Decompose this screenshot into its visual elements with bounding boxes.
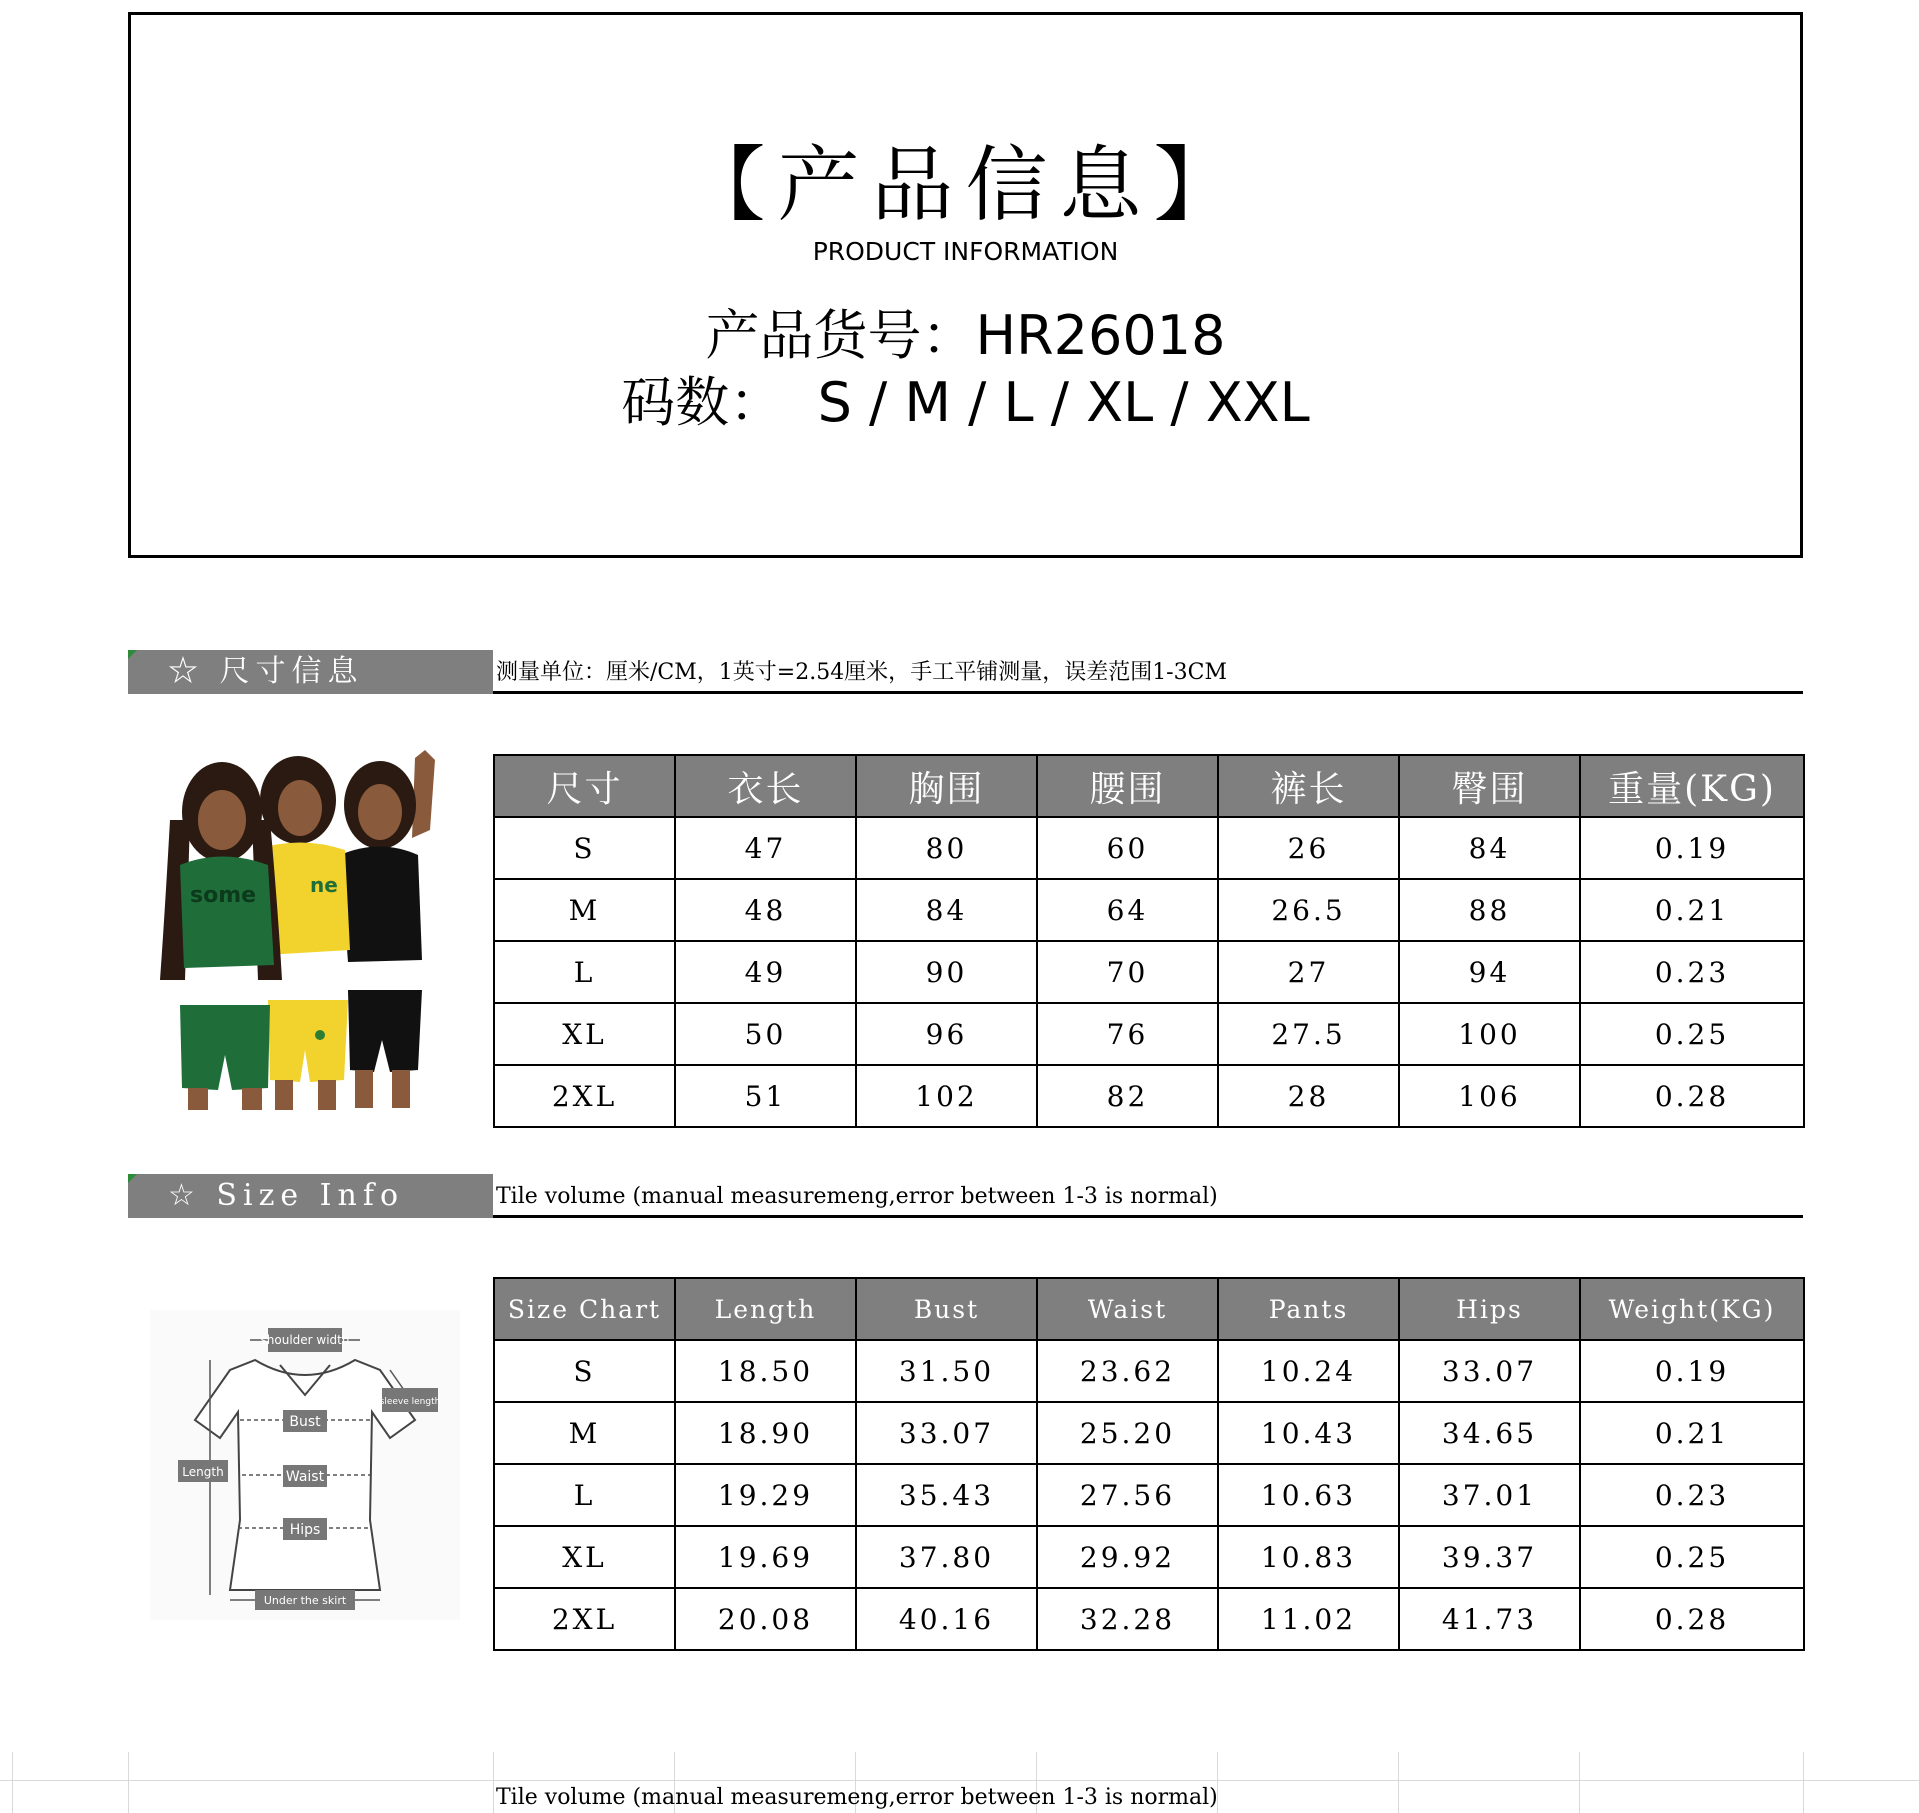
sizes-line	[131, 360, 1800, 437]
table-cell: 35.43	[856, 1464, 1037, 1526]
item-number-line	[131, 293, 1800, 370]
table-cell: 32.28	[1037, 1588, 1218, 1650]
table-cell: 27.56	[1037, 1464, 1218, 1526]
label-bust: Bust	[289, 1414, 321, 1430]
column-header-size: 尺寸	[494, 755, 675, 817]
page-title-en: PRODUCT INFORMATION	[812, 237, 1119, 266]
label-length: Length	[182, 1465, 224, 1479]
table-cell: XL	[494, 1526, 675, 1588]
table-cell: 90	[856, 941, 1037, 1003]
measurement-note-cn: 测量单位：厘米/CM，1英寸=2.54厘米，手工平铺测量，误差范围1-3CM	[496, 660, 1227, 685]
table-cell: 33.07	[1399, 1340, 1580, 1402]
table-cell: 20.08	[675, 1588, 856, 1650]
table-cell: 96	[856, 1003, 1037, 1065]
table-cell: 84	[856, 879, 1037, 941]
column-header-hips: 臀围	[1399, 755, 1580, 817]
table-cell: 31.50	[856, 1340, 1037, 1402]
table-cell: 0.25	[1580, 1003, 1804, 1065]
label-shoulder-width: shoulder width	[260, 1333, 350, 1347]
table-cell: 39.37	[1399, 1526, 1580, 1588]
table-cell: 49	[675, 941, 856, 1003]
product-info-box	[128, 12, 1803, 558]
sizes-value: S / M / L / XL / XXL	[817, 371, 1310, 434]
table-cell: 94	[1399, 941, 1580, 1003]
page-title-cn: 【产品信息】	[683, 138, 1248, 233]
size-table-en	[493, 1277, 1805, 1651]
table-cell: 48	[675, 879, 856, 941]
grid-line	[493, 1752, 494, 1813]
grid-line	[128, 1752, 129, 1813]
table-cell: 19.69	[675, 1526, 856, 1588]
table-cell: 82	[1037, 1065, 1218, 1127]
table-cell: 40.16	[856, 1588, 1037, 1650]
table-cell: 50	[675, 1003, 856, 1065]
table-cell: 27	[1218, 941, 1399, 1003]
table-cell: 34.65	[1399, 1402, 1580, 1464]
grid-line	[1803, 1752, 1804, 1813]
column-header-waist: 腰围	[1037, 755, 1218, 817]
item-number-label: 产品货号：	[705, 304, 976, 367]
section-tag-en-label: ☆ Size Info	[168, 1178, 405, 1213]
table-cell: 0.21	[1580, 879, 1804, 941]
table-row	[494, 1402, 1804, 1464]
green-corner-mark	[128, 1174, 137, 1183]
table-cell: S	[494, 817, 675, 879]
column-header-pants: Pants	[1218, 1278, 1399, 1340]
table-cell: 84	[1399, 817, 1580, 879]
table-cell: 106	[1399, 1065, 1580, 1127]
table-cell: 0.23	[1580, 941, 1804, 1003]
table-cell: 0.19	[1580, 1340, 1804, 1402]
label-hips: Hips	[289, 1522, 321, 1538]
table-cell: 26.5	[1218, 879, 1399, 941]
table-cell: 70	[1037, 941, 1218, 1003]
table-cell: L	[494, 1464, 675, 1526]
table-cell: M	[494, 1402, 675, 1464]
table-row	[494, 941, 1804, 1003]
size-table-cn	[493, 754, 1805, 1128]
label-sleeve-length: sleeve length	[379, 1397, 441, 1407]
column-header-weight: Weight(KG)	[1580, 1278, 1804, 1340]
table-cell: 0.28	[1580, 1065, 1804, 1127]
table-cell: 76	[1037, 1003, 1218, 1065]
table-row	[494, 1065, 1804, 1127]
table-cell: 29.92	[1037, 1526, 1218, 1588]
table-row	[494, 1526, 1804, 1588]
table-cell: 18.90	[675, 1402, 856, 1464]
table-cell: 60	[1037, 817, 1218, 879]
table-cell: 0.19	[1580, 817, 1804, 879]
table-cell: 10.63	[1218, 1464, 1399, 1526]
table-cell: 23.62	[1037, 1340, 1218, 1402]
table-cell: 37.01	[1399, 1464, 1580, 1526]
table-cell: 33.07	[856, 1402, 1037, 1464]
table-cell: 19.29	[675, 1464, 856, 1526]
column-header-pants: 裤长	[1218, 755, 1399, 817]
table-cell: 26	[1218, 817, 1399, 879]
section-tag-cn	[128, 650, 493, 694]
model-photo	[150, 750, 480, 1110]
column-header-bust: Bust	[856, 1278, 1037, 1340]
column-header-bust: 胸围	[856, 755, 1037, 817]
table-cell: 47	[675, 817, 856, 879]
column-header-length: Length	[675, 1278, 856, 1340]
table-row	[494, 1464, 1804, 1526]
table-cell: 27.5	[1218, 1003, 1399, 1065]
measurement-note-en: Tile volume (manual measuremeng,error between 1-3 is normal)	[496, 1184, 1218, 1209]
table-cell: 37.80	[856, 1526, 1037, 1588]
table-cell: 0.21	[1580, 1402, 1804, 1464]
model-black-outfit	[340, 750, 435, 1108]
table-row	[494, 879, 1804, 941]
table-cell: 0.28	[1580, 1588, 1804, 1650]
table-cell: 28	[1218, 1065, 1399, 1127]
table-cell: 0.23	[1580, 1464, 1804, 1526]
table-row	[494, 1340, 1804, 1402]
sizes-label: 码数：	[621, 371, 784, 434]
table-cell: 41.73	[1399, 1588, 1580, 1650]
table-cell: 51	[675, 1065, 856, 1127]
table-cell: 102	[856, 1065, 1037, 1127]
table-row	[494, 1003, 1804, 1065]
label-under-skirt: Under the skirt	[263, 1594, 347, 1607]
table-cell: 2XL	[494, 1588, 675, 1650]
table-cell: 0.25	[1580, 1526, 1804, 1588]
table-header-row	[494, 755, 1804, 817]
table-cell: 2XL	[494, 1065, 675, 1127]
column-header-hips: Hips	[1399, 1278, 1580, 1340]
table-cell: 88	[1399, 879, 1580, 941]
section-tag-cn-label: ☆ 尺寸信息	[168, 654, 364, 689]
section-rule-en	[493, 1215, 1803, 1218]
table-cell: 80	[856, 817, 1037, 879]
table-cell: 25.20	[1037, 1402, 1218, 1464]
table-cell: 18.50	[675, 1340, 856, 1402]
label-waist: Waist	[285, 1469, 325, 1485]
shirt-logo-yellow: ne	[310, 873, 338, 897]
table-cell: 11.02	[1218, 1588, 1399, 1650]
column-header-length: 衣长	[675, 755, 856, 817]
table-row	[494, 1588, 1804, 1650]
table-header-row	[494, 1278, 1804, 1340]
table-cell: M	[494, 879, 675, 941]
table-cell: L	[494, 941, 675, 1003]
table-cell: S	[494, 1340, 675, 1402]
footer-note: Tile volume (manual measuremeng,error between 1-3 is normal)	[496, 1785, 1218, 1810]
table-cell: 10.24	[1218, 1340, 1399, 1402]
section-tag-en	[128, 1174, 493, 1218]
grid-line	[0, 1780, 1919, 1781]
column-header-weight: 重量(KG)	[1580, 755, 1804, 817]
item-number-value: HR26018	[975, 304, 1226, 367]
table-cell: 10.83	[1218, 1526, 1399, 1588]
grid-line	[12, 1752, 13, 1813]
table-cell: 10.43	[1218, 1402, 1399, 1464]
green-corner-mark	[128, 650, 137, 659]
column-header-waist: Waist	[1037, 1278, 1218, 1340]
garment-diagram	[150, 1310, 460, 1620]
shirt-logo-green: some	[190, 883, 257, 908]
table-cell: 64	[1037, 879, 1218, 941]
table-cell: XL	[494, 1003, 675, 1065]
table-row	[494, 817, 1804, 879]
section-rule-cn	[493, 691, 1803, 694]
column-header-size-chart: Size Chart	[494, 1278, 675, 1340]
table-cell: 100	[1399, 1003, 1580, 1065]
